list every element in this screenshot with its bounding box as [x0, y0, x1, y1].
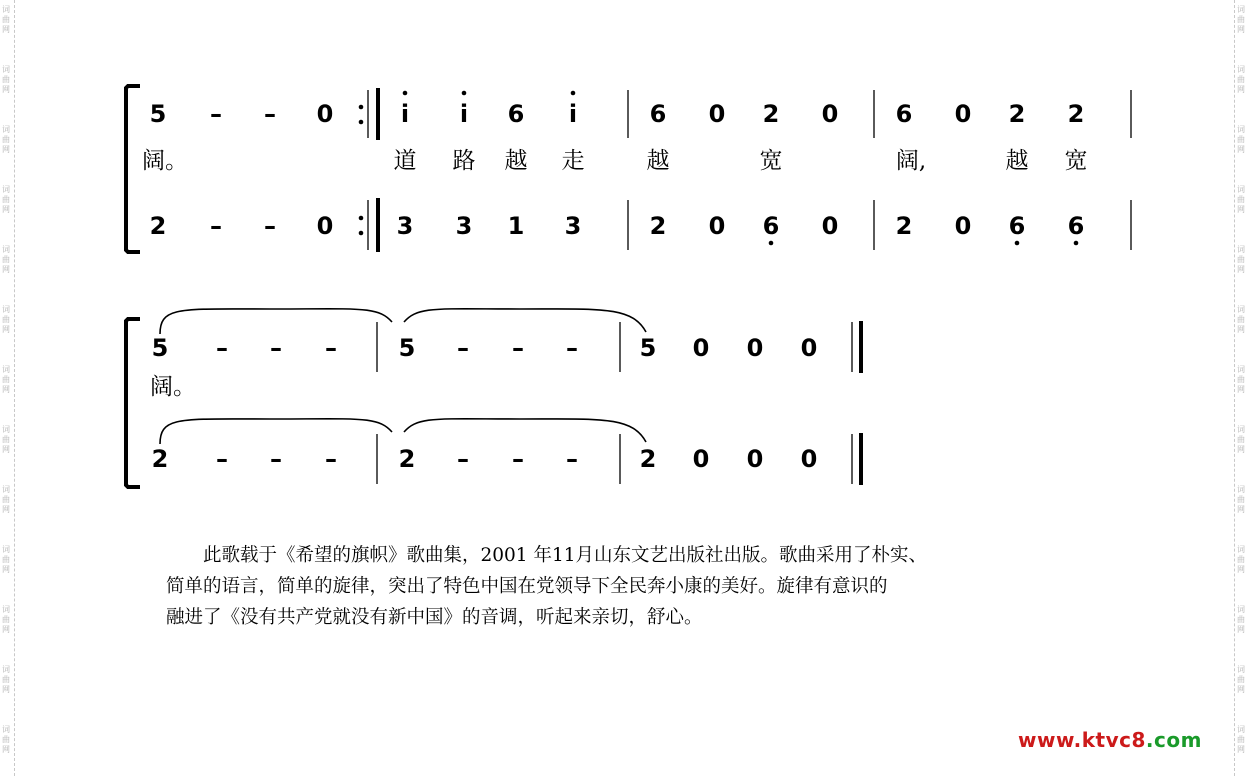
- side-mark-glyph: 词: [1237, 185, 1245, 194]
- octave-dot: [403, 91, 408, 96]
- note: –: [566, 334, 578, 362]
- side-mark-glyph: 网: [2, 145, 10, 154]
- note: –: [566, 445, 578, 473]
- side-mark-glyph: 曲: [2, 15, 10, 24]
- octave-dot: [1015, 241, 1020, 246]
- system-1-bracket: [126, 86, 140, 252]
- side-mark-glyph: 词: [1237, 305, 1245, 314]
- note: 0: [708, 212, 726, 240]
- side-mark-glyph: 网: [2, 25, 10, 34]
- repeat-dot: [359, 120, 364, 125]
- side-mark-glyph: 曲: [1237, 495, 1245, 504]
- note: 3: [396, 212, 414, 240]
- side-mark-glyph: 网: [1237, 25, 1245, 34]
- tie: [160, 309, 392, 334]
- note: 5: [151, 334, 169, 362]
- side-mark-glyph: 词: [2, 5, 10, 14]
- note: 2: [762, 100, 780, 128]
- side-mark-glyph: 曲: [2, 735, 10, 744]
- octave-dot: [1074, 241, 1079, 246]
- lyric: 宽: [759, 148, 783, 174]
- note: 2: [1008, 100, 1026, 128]
- note: –: [264, 100, 276, 128]
- lyric: 越: [1005, 148, 1029, 174]
- note: –: [216, 334, 228, 362]
- system-1: [126, 86, 1131, 252]
- note: –: [457, 445, 469, 473]
- note: –: [210, 100, 222, 128]
- lyric: 道: [393, 148, 417, 174]
- system-2-bracket: [126, 319, 140, 487]
- side-mark-glyph: 词: [1237, 5, 1245, 14]
- note: 6: [1067, 212, 1085, 240]
- note: 2: [639, 445, 657, 473]
- note: 5: [398, 334, 416, 362]
- note: 2: [151, 445, 169, 473]
- side-mark-glyph: 曲: [2, 615, 10, 624]
- side-mark-glyph: 网: [1237, 685, 1245, 694]
- side-mark-glyph: 曲: [1237, 195, 1245, 204]
- note: 0: [821, 100, 839, 128]
- side-mark-glyph: 词: [1237, 125, 1245, 134]
- song-note-line-2: 简单的语言，简单的旋律，突出了特色中国在党领导下全民奔小康的美好。旋律有意识的: [166, 576, 888, 597]
- side-mark-glyph: 网: [1237, 625, 1245, 634]
- side-mark-glyph: 词: [1237, 65, 1245, 74]
- octave-dot: [769, 241, 774, 246]
- side-mark-glyph: 曲: [2, 495, 10, 504]
- side-mark-glyph: 网: [2, 385, 10, 394]
- side-mark-glyph: 词: [2, 305, 10, 314]
- note: 6: [507, 100, 525, 128]
- side-mark-glyph: 词: [2, 125, 10, 134]
- side-mark-glyph: 网: [1237, 445, 1245, 454]
- note: 0: [746, 445, 764, 473]
- note: 6: [1008, 212, 1026, 240]
- note: –: [264, 212, 276, 240]
- side-mark-glyph: 网: [1237, 205, 1245, 214]
- lyric: 宽: [1064, 148, 1088, 174]
- note: 0: [800, 334, 818, 362]
- note: –: [325, 334, 337, 362]
- note: i: [568, 100, 578, 128]
- note: –: [457, 334, 469, 362]
- side-mark-glyph: 网: [2, 85, 10, 94]
- site-watermark: [1018, 728, 1202, 752]
- song-note: [166, 540, 1116, 633]
- side-mark-glyph: 词: [2, 65, 10, 74]
- side-mark-glyph: 词: [1237, 245, 1245, 254]
- note: –: [270, 445, 282, 473]
- side-mark-glyph: 词: [2, 425, 10, 434]
- side-mark-glyph: 曲: [2, 675, 10, 684]
- side-mark-glyph: 曲: [1237, 315, 1245, 324]
- note: –: [210, 212, 222, 240]
- note: 0: [954, 100, 972, 128]
- note: 0: [692, 445, 710, 473]
- note: i: [459, 100, 469, 128]
- octave-dot: [462, 91, 467, 96]
- side-mark-glyph: 网: [1237, 145, 1245, 154]
- system-2: [126, 309, 861, 487]
- side-mark-glyph: 曲: [1237, 75, 1245, 84]
- side-mark-glyph: 词: [2, 665, 10, 674]
- note: 0: [708, 100, 726, 128]
- side-mark-glyph: 曲: [1237, 135, 1245, 144]
- side-mark-glyph: 网: [1237, 85, 1245, 94]
- note: –: [270, 334, 282, 362]
- side-mark-glyph: 曲: [2, 75, 10, 84]
- octave-dot: [571, 91, 576, 96]
- side-mark-glyph: 网: [2, 685, 10, 694]
- lyric: 走: [561, 148, 585, 174]
- note: –: [216, 445, 228, 473]
- lyric: 阔。: [142, 148, 188, 174]
- tie: [404, 309, 646, 332]
- side-mark-glyph: 词: [1237, 665, 1245, 674]
- note: 6: [895, 100, 913, 128]
- side-mark-glyph: 曲: [1237, 375, 1245, 384]
- side-mark-glyph: 网: [1237, 325, 1245, 334]
- side-mark-glyph: 网: [1237, 505, 1245, 514]
- side-mark-glyph: 网: [2, 265, 10, 274]
- note: 6: [649, 100, 667, 128]
- side-mark-glyph: 曲: [2, 435, 10, 444]
- side-mark-glyph: 曲: [2, 315, 10, 324]
- lyric: 路: [452, 148, 476, 174]
- side-mark-glyph: 曲: [1237, 555, 1245, 564]
- side-mark-glyph: 曲: [1237, 255, 1245, 264]
- side-mark-glyph: 词: [1237, 425, 1245, 434]
- side-mark-glyph: 网: [2, 505, 10, 514]
- repeat-dot: [359, 216, 364, 221]
- note: 3: [455, 212, 473, 240]
- lyric: 阔,: [895, 148, 927, 174]
- side-mark-glyph: 网: [1237, 385, 1245, 394]
- note: 1: [507, 212, 525, 240]
- note: 0: [692, 334, 710, 362]
- side-mark-glyph: 词: [2, 245, 10, 254]
- lyric: 越: [504, 148, 528, 174]
- note: 2: [649, 212, 667, 240]
- side-mark-glyph: 曲: [1237, 735, 1245, 744]
- watermark-suffix: .com: [1145, 728, 1202, 752]
- note: 2: [895, 212, 913, 240]
- side-mark-glyph: 词: [2, 545, 10, 554]
- side-mark-glyph: 词: [2, 485, 10, 494]
- side-mark-glyph: 网: [2, 445, 10, 454]
- note: 0: [746, 334, 764, 362]
- side-mark-glyph: 词: [2, 725, 10, 734]
- lyric: 越: [646, 148, 670, 174]
- note: 0: [316, 100, 334, 128]
- note: 0: [821, 212, 839, 240]
- song-note-line-1: 此歌载于《希望的旗帜》歌曲集，2001 年11月山东文艺出版社出版。歌曲采用了朴实、: [203, 545, 928, 566]
- side-mark-glyph: 词: [2, 605, 10, 614]
- side-mark-glyph: 词: [1237, 365, 1245, 374]
- lyric: 阔。: [150, 374, 196, 400]
- side-mark-glyph: 词: [1237, 725, 1245, 734]
- note: –: [512, 334, 524, 362]
- note: 5: [639, 334, 657, 362]
- side-mark-glyph: 曲: [1237, 675, 1245, 684]
- note: 2: [149, 212, 167, 240]
- side-mark-glyph: 网: [1237, 745, 1245, 754]
- side-mark-glyph: 曲: [2, 135, 10, 144]
- note: 0: [954, 212, 972, 240]
- note: 6: [762, 212, 780, 240]
- watermark-prefix: www.ktvc8: [1018, 728, 1146, 752]
- note: 3: [564, 212, 582, 240]
- side-mark-glyph: 曲: [1237, 615, 1245, 624]
- side-mark-glyph: 网: [1237, 565, 1245, 574]
- side-mark-glyph: 词: [2, 365, 10, 374]
- repeat-dot: [359, 105, 364, 110]
- side-mark-glyph: 曲: [1237, 15, 1245, 24]
- repeat-dot: [359, 231, 364, 236]
- side-mark-glyph: 词: [1237, 485, 1245, 494]
- side-mark-glyph: 曲: [2, 255, 10, 264]
- tie: [160, 419, 392, 444]
- side-mark-glyph: 网: [2, 625, 10, 634]
- song-note-line-3: 融进了《没有共产党就没有新中国》的音调，听起来亲切，舒心。: [166, 607, 703, 628]
- side-mark-glyph: 词: [1237, 545, 1245, 554]
- note: 0: [800, 445, 818, 473]
- side-mark-glyph: 网: [2, 745, 10, 754]
- note: 2: [1067, 100, 1085, 128]
- side-mark-glyph: 曲: [2, 195, 10, 204]
- side-mark-glyph: 网: [1237, 265, 1245, 274]
- side-mark-glyph: 词: [2, 185, 10, 194]
- note: i: [400, 100, 410, 128]
- side-mark-glyph: 词: [1237, 605, 1245, 614]
- note: 0: [316, 212, 334, 240]
- side-mark-glyph: 曲: [2, 555, 10, 564]
- side-mark-glyph: 曲: [2, 375, 10, 384]
- side-mark-glyph: 网: [2, 205, 10, 214]
- note: 5: [149, 100, 167, 128]
- note: 2: [398, 445, 416, 473]
- side-mark-glyph: 网: [2, 565, 10, 574]
- tie: [404, 419, 646, 442]
- note: –: [325, 445, 337, 473]
- side-mark-glyph: 网: [2, 325, 10, 334]
- side-mark-glyph: 曲: [1237, 435, 1245, 444]
- note: –: [512, 445, 524, 473]
